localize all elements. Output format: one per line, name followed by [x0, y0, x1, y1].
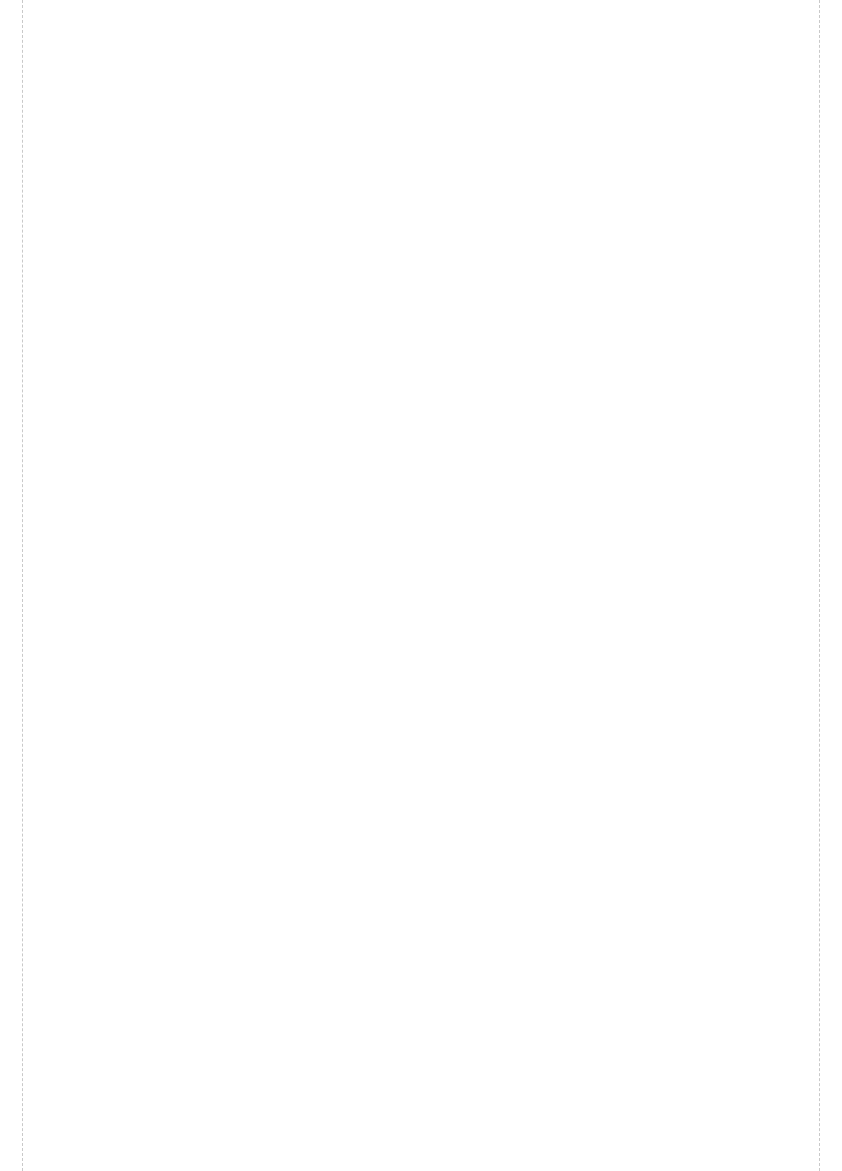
left-watermark-strip: [0, 0, 23, 1171]
right-watermark-strip: [819, 0, 842, 1171]
